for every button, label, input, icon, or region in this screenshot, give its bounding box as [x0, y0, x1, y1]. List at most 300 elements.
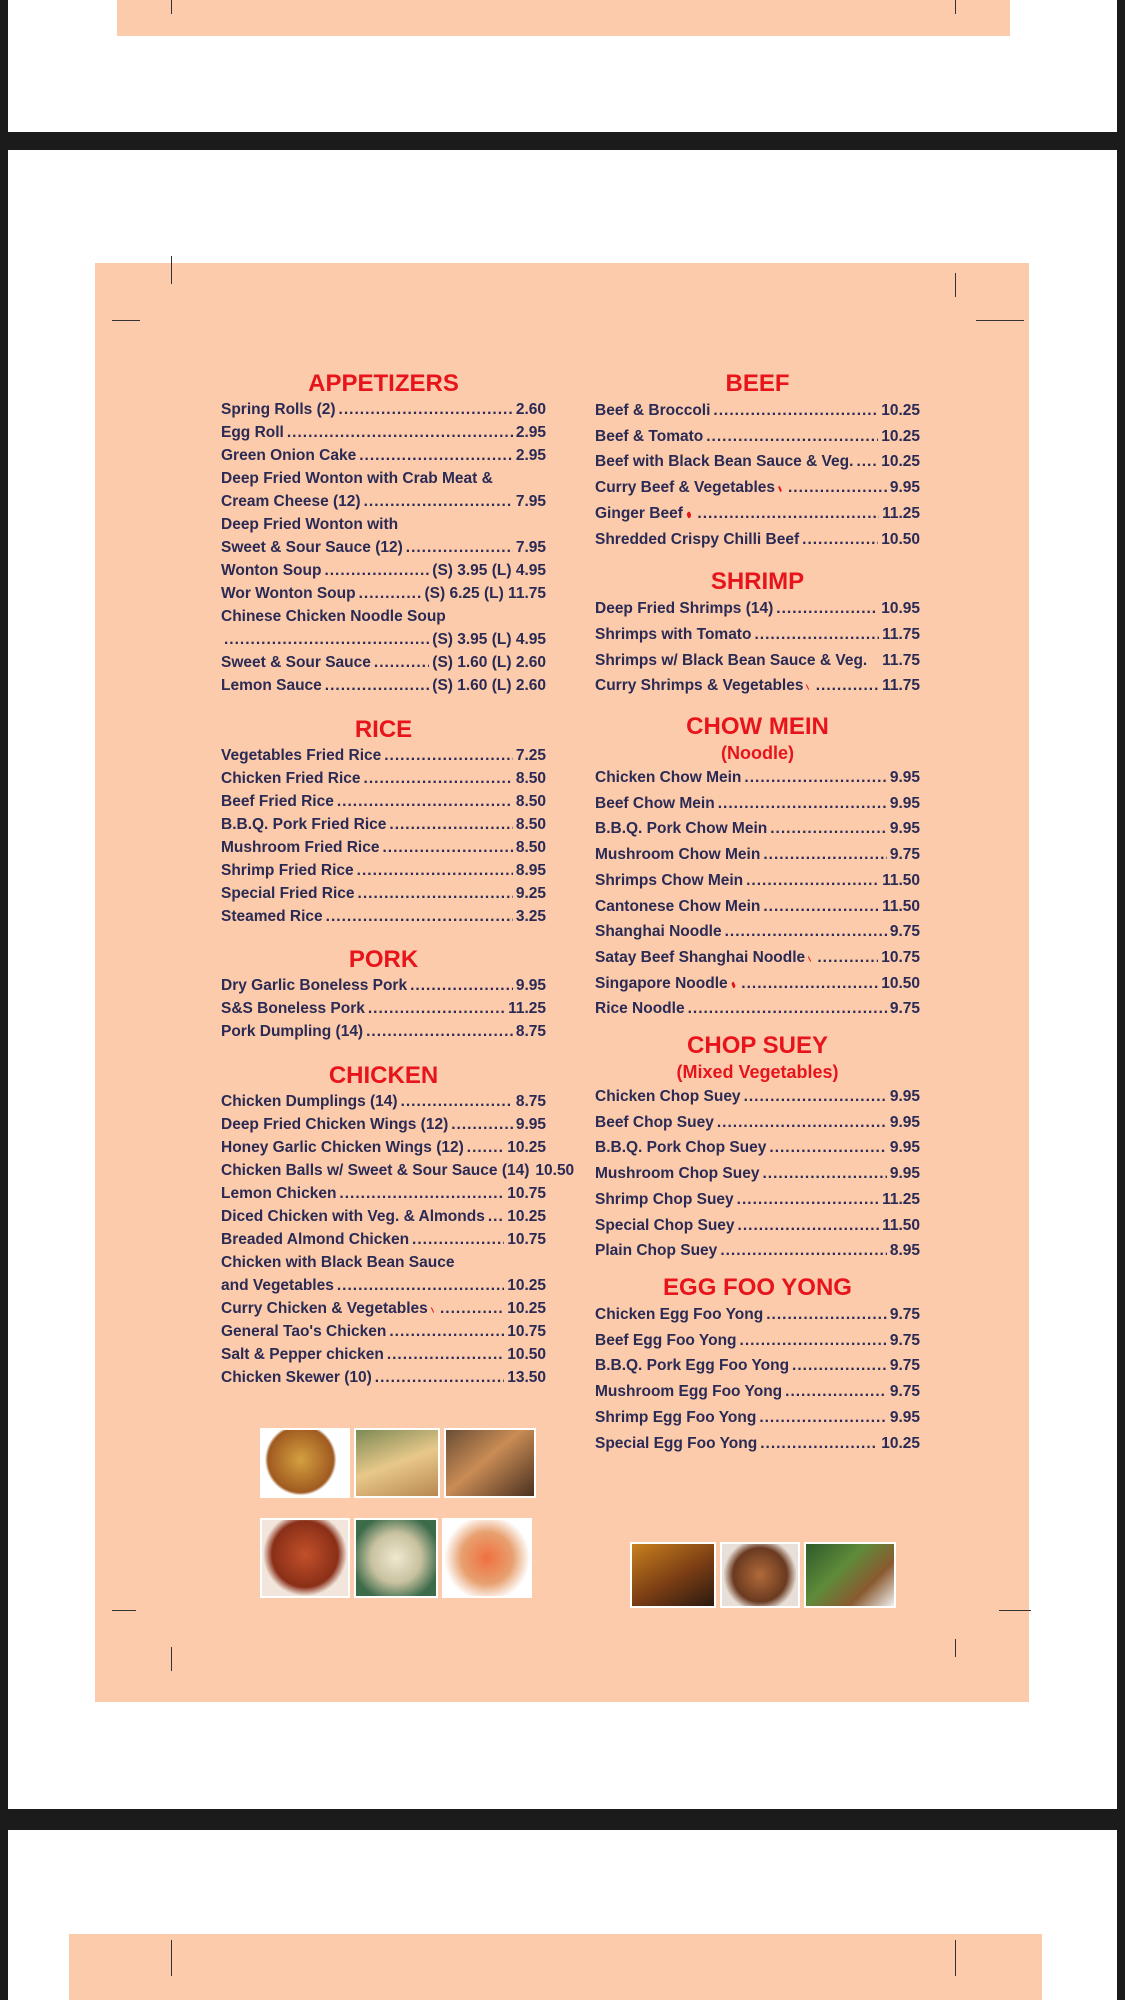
menu-item-name: Chicken Chop Suey — [595, 1088, 741, 1106]
dot-leader — [817, 945, 878, 971]
menu-item — [595, 996, 920, 1022]
menu-item-price: 10.50 — [881, 974, 920, 992]
menu-item-price: 8.95 — [889, 1242, 920, 1260]
menu-item-name: Special Chop Suey — [595, 1216, 735, 1234]
menu-item-price: 8.50 — [515, 770, 546, 787]
menu-item-price: 8.75 — [515, 1023, 546, 1040]
dot-leader — [717, 1110, 887, 1136]
dot-leader — [488, 1205, 504, 1228]
dot-leader — [389, 1320, 504, 1343]
menu-item-price: 9.95 — [889, 479, 920, 497]
dot-leader — [856, 449, 878, 475]
menu-item-price: 11.50 — [882, 897, 920, 915]
menu-item — [595, 449, 920, 475]
menu-item — [595, 1135, 920, 1161]
menu-item — [595, 673, 920, 699]
menu-item — [221, 490, 546, 513]
crop-mark — [955, 1940, 956, 1976]
dot-leader — [406, 536, 513, 559]
menu-item-name: Spring Rolls (2) — [221, 401, 336, 418]
pdf-page-previous — [8, 0, 1117, 132]
menu-item-name: Satay Beef Shanghai Noodle — [595, 948, 806, 966]
menu-item — [595, 945, 920, 971]
menu-item-price: 9.75 — [889, 1000, 920, 1018]
menu-item-name: Honey Garlic Chicken Wings (12) — [221, 1139, 464, 1156]
dot-leader — [738, 1213, 880, 1239]
dot-leader — [720, 1238, 887, 1264]
menu-item-name: Rice Noodle — [595, 1000, 685, 1018]
menu-item-name: Egg Roll — [221, 424, 284, 441]
dot-leader — [744, 1084, 887, 1110]
menu-item-name: Wor Wonton Soup — [221, 585, 356, 602]
dot-leader — [389, 813, 512, 836]
menu-item — [221, 882, 546, 905]
dot-leader — [368, 997, 505, 1020]
menu-item — [221, 398, 546, 421]
menu-item-price: 10.50 — [535, 1162, 575, 1179]
section-lines — [595, 596, 920, 699]
menu-item-price: 10.25 — [507, 1208, 546, 1225]
menu-item-name: Deep Fried Shrimps (14) — [595, 600, 774, 618]
dot-leader — [374, 651, 429, 674]
menu-item — [595, 1353, 920, 1379]
dot-leader — [706, 424, 878, 450]
menu-item-price: 9.75 — [889, 1331, 920, 1349]
dot-leader — [359, 582, 422, 605]
dot-leader — [802, 527, 878, 553]
dot-leader — [467, 1136, 504, 1159]
dot-leader — [324, 559, 429, 582]
menu-item-name: Special Egg Foo Yong — [595, 1434, 758, 1452]
menu-item-name: Dry Garlic Boneless Pork — [221, 977, 408, 994]
menu-item — [595, 622, 920, 648]
menu-item-price: 10.50 — [507, 1346, 546, 1363]
menu-item-price: 2.60 — [515, 401, 546, 418]
menu-item-name: Beef Chop Suey — [595, 1113, 714, 1131]
menu-item-price: 8.50 — [515, 839, 546, 856]
menu-item-price: 9.95 — [515, 977, 546, 994]
menu-item-price: 9.75 — [889, 923, 920, 941]
menu-item — [221, 536, 546, 559]
menu-item-name: Diced Chicken with Veg. & Almonds — [221, 1208, 485, 1225]
menu-item — [595, 894, 920, 920]
menu-item — [595, 919, 920, 945]
menu-item-name: Beef Chow Mein — [595, 794, 715, 812]
dot-leader — [401, 1090, 513, 1113]
menu-item-name: Salt & Pepper chicken — [221, 1346, 384, 1363]
crop-mark — [955, 1639, 956, 1657]
dot-leader — [713, 398, 878, 424]
dot-leader — [451, 1113, 513, 1136]
menu-item — [595, 1328, 920, 1354]
section-lines — [221, 398, 546, 697]
menu-item-name: Beef Egg Foo Yong — [595, 1331, 737, 1349]
menu-item — [595, 1213, 920, 1239]
menu-item — [595, 1187, 920, 1213]
section-lines — [221, 744, 546, 928]
menu-item — [595, 791, 920, 817]
menu-item-price: 10.25 — [881, 453, 920, 471]
crop-mark — [112, 320, 140, 321]
menu-item-name: Mushroom Egg Foo Yong — [595, 1383, 783, 1401]
menu-item — [221, 444, 546, 467]
menu-item-name: Curry Beef & Vegetables — [595, 479, 776, 497]
menu-item-price: 11.25 — [882, 504, 920, 522]
menu-item-name: Singapore Noodle — [595, 974, 728, 992]
menu-item-name: Curry Shrimps & Vegetables — [595, 677, 804, 695]
food-photo-shrimp — [442, 1518, 532, 1598]
menu-item-price: 10.75 — [507, 1231, 546, 1248]
section-beef — [595, 370, 920, 552]
dot-leader — [741, 971, 878, 997]
menu-item-name: Steamed Rice — [221, 908, 323, 925]
menu-item-name: Shrimps w/ Black Bean Sauce & Veg. — [595, 651, 868, 669]
menu-item — [595, 1379, 920, 1405]
dot-leader — [763, 842, 887, 868]
menu-item-price: 11.50 — [882, 1216, 920, 1234]
menu-item — [595, 765, 920, 791]
dot-leader — [744, 765, 886, 791]
menu-item — [595, 596, 920, 622]
crop-mark — [976, 320, 1024, 321]
pdf-page-next — [8, 1830, 1117, 2000]
menu-item-name: B.B.Q. Pork Fried Rice — [221, 816, 387, 833]
menu-item-price: 7.25 — [515, 747, 546, 764]
menu-item-price: 8.75 — [515, 1093, 546, 1110]
dot-leader — [816, 673, 879, 699]
menu-item-name: Lemon Chicken — [221, 1185, 337, 1202]
dot-leader — [337, 790, 513, 813]
menu-item-name: S&S Boneless Pork — [221, 1000, 365, 1017]
menu-item — [221, 421, 546, 444]
menu-item-price: 3.25 — [515, 908, 546, 925]
chili-pepper-icon — [806, 684, 810, 690]
section-title-appetizers: APPETIZERS — [308, 370, 459, 397]
menu-item — [221, 744, 546, 767]
menu-item — [221, 813, 546, 836]
menu-item — [595, 501, 920, 527]
food-photo-chicken-wings — [260, 1518, 350, 1598]
menu-item-text: Chinese Chicken Noodle Soup — [221, 608, 446, 625]
menu-item — [221, 836, 546, 859]
menu-item-name: Beef & Tomato — [595, 427, 704, 445]
menu-item-name: B.B.Q. Pork Chow Mein — [595, 820, 768, 838]
menu-item-name: Cream Cheese (12) — [221, 493, 361, 510]
menu-item-price: 9.75 — [889, 1357, 920, 1375]
menu-item — [221, 997, 546, 1020]
menu-item-name: B.B.Q. Pork Egg Foo Yong — [595, 1357, 790, 1375]
dot-leader — [325, 674, 430, 697]
crop-mark — [171, 1940, 172, 1976]
section-chow-mein — [595, 713, 920, 1022]
menu-item-price: 11.25 — [508, 1000, 546, 1017]
menu-item — [221, 582, 546, 605]
section-egg-foo-yong — [595, 1274, 920, 1456]
menu-item — [595, 424, 920, 450]
menu-item — [595, 868, 920, 894]
dot-leader — [760, 1431, 878, 1457]
dot-leader — [788, 475, 887, 501]
menu-item-price: 11.50 — [882, 871, 920, 889]
dot-leader — [326, 905, 513, 928]
menu-item-name: Plain Chop Suey — [595, 1242, 718, 1260]
dot-leader — [384, 744, 513, 767]
menu-item-name: Shrimp Egg Foo Yong — [595, 1408, 757, 1426]
crop-mark — [171, 256, 172, 284]
menu-item-price: (S) 3.95 (L) 4.95 — [432, 562, 546, 579]
menu-item — [221, 1366, 546, 1389]
dot-leader — [737, 1187, 879, 1213]
dot-leader — [387, 1343, 504, 1366]
menu-item-name: Shrimps Chow Mein — [595, 871, 744, 889]
menu-item — [595, 1110, 920, 1136]
dot-leader — [688, 996, 887, 1022]
menu-item-price: 10.95 — [881, 600, 920, 618]
dot-leader — [224, 628, 429, 651]
dot-leader — [718, 791, 887, 817]
menu-item-price: 10.75 — [507, 1185, 546, 1202]
dot-leader — [776, 596, 878, 622]
chili-pepper-icon — [431, 1307, 435, 1313]
crop-mark — [955, 0, 956, 14]
dot-leader — [754, 622, 879, 648]
section-title-chow-mein: CHOW MEIN — [686, 713, 829, 741]
peach-panel-next — [69, 1934, 1042, 2000]
menu-item-price: 9.75 — [889, 1305, 920, 1323]
menu-item-name: Breaded Almond Chicken — [221, 1231, 410, 1248]
crop-mark — [171, 1647, 172, 1671]
menu-item-name: and Vegetables — [221, 1277, 334, 1294]
menu-item-price: 11.75 — [882, 625, 920, 643]
menu-item — [595, 1302, 920, 1328]
menu-item-text: Deep Fried Wonton with Crab Meat & — [221, 470, 493, 487]
menu-item — [595, 398, 920, 424]
section-chop-suey — [595, 1032, 920, 1264]
menu-item-name: Vegetables Fried Rice — [221, 747, 382, 764]
menu-item — [595, 648, 920, 674]
section-lines — [595, 1302, 920, 1456]
menu-item-name: Chicken Skewer (10) — [221, 1369, 372, 1386]
menu-item-price: 10.25 — [507, 1277, 546, 1294]
pdf-page-menu — [8, 150, 1117, 1809]
food-photo-dumplings — [354, 1518, 438, 1598]
menu-item — [221, 974, 546, 997]
menu-item-name: Special Fried Rice — [221, 885, 355, 902]
menu-item-text: Chicken with Black Bean Sauce — [221, 1254, 455, 1271]
dot-leader — [759, 1405, 887, 1431]
menu-item-name: Lemon Sauce — [221, 677, 322, 694]
menu-item-price: 9.25 — [515, 885, 546, 902]
section-lines — [595, 765, 920, 1022]
menu-item — [595, 1405, 920, 1431]
menu-item — [221, 651, 546, 674]
menu-item — [221, 1113, 546, 1136]
section-lines — [595, 1084, 920, 1264]
chili-pepper-icon — [808, 956, 812, 962]
menu-item-price: 10.25 — [881, 1434, 920, 1452]
menu-item-price: 9.95 — [889, 794, 920, 812]
crop-mark — [999, 1610, 1031, 1611]
menu-item-name: Shrimp Fried Rice — [221, 862, 354, 879]
dot-leader — [725, 919, 887, 945]
menu-item — [221, 859, 546, 882]
dot-leader — [357, 859, 513, 882]
dot-leader — [358, 882, 513, 905]
section-pork — [221, 946, 546, 1043]
menu-item — [221, 1182, 546, 1205]
menu-item — [221, 1136, 546, 1159]
section-title-egg-foo-yong: EGG FOO YONG — [663, 1273, 852, 1301]
section-lines — [595, 398, 920, 552]
dot-leader — [364, 767, 513, 790]
menu-item-price: (S) 1.60 (L) 2.60 — [432, 677, 546, 694]
menu-item-price: 11.75 — [882, 651, 920, 669]
dot-leader — [410, 974, 513, 997]
menu-item-price: 9.95 — [889, 769, 920, 787]
menu-item-price: 10.25 — [881, 402, 920, 419]
menu-item — [221, 767, 546, 790]
menu-item — [595, 842, 920, 868]
chili-pepper-icon — [730, 981, 735, 988]
menu-item — [221, 628, 546, 651]
menu-item-name: Mushroom Chop Suey — [595, 1165, 760, 1183]
menu-item-price: 10.75 — [881, 948, 920, 966]
food-photo-spring-rolls — [354, 1428, 440, 1498]
dot-leader — [339, 1182, 504, 1205]
dot-leader — [337, 1274, 504, 1297]
menu-item-name: Chicken Chow Mein — [595, 769, 742, 787]
menu-item — [595, 527, 920, 553]
menu-item — [221, 1159, 575, 1182]
section-chicken — [221, 1062, 575, 1389]
menu-item-name: Chicken Balls w/ Sweet & Sour Sauce (14) — [221, 1162, 530, 1179]
chili-pepper-icon — [778, 486, 782, 492]
dot-leader — [770, 816, 887, 842]
section-subtitle-chop-suey: (Mixed Vegetables) — [676, 1062, 839, 1083]
menu-item-price: 8.95 — [515, 862, 546, 879]
peach-panel-previous — [117, 0, 1010, 36]
menu-item — [595, 1161, 920, 1187]
section-subtitle-chow-mein: (Noodle) — [721, 743, 794, 764]
menu-item-price: (S) 6.25 (L) 11.75 — [424, 585, 546, 602]
menu-item — [221, 559, 546, 582]
menu-item-price: 8.50 — [515, 793, 546, 810]
menu-item — [595, 971, 920, 997]
menu-item-price: 7.95 — [515, 539, 546, 556]
menu-item-price: 9.75 — [889, 846, 920, 864]
menu-item-name: Shredded Crispy Chilli Beef — [595, 530, 800, 548]
menu-item-name: Sweet & Sour Sauce — [221, 654, 371, 671]
dot-leader — [746, 868, 879, 894]
menu-item-price: 9.95 — [889, 1165, 920, 1183]
dot-leader — [412, 1228, 504, 1251]
menu-item-name: Beef & Broccoli — [595, 402, 711, 419]
menu-item-price: 9.95 — [515, 1116, 546, 1133]
dot-leader — [359, 444, 513, 467]
menu-item-price: 9.95 — [889, 1088, 920, 1106]
menu-item-name: Sweet & Sour Sauce (12) — [221, 539, 403, 556]
dot-leader — [769, 1135, 886, 1161]
menu-item — [595, 1084, 920, 1110]
menu-item-name: General Tao's Chicken — [221, 1323, 387, 1340]
menu-item-text: Deep Fried Wonton with — [221, 516, 399, 533]
section-appetizers — [221, 370, 546, 697]
menu-item-name: Chicken Fried Rice — [221, 770, 361, 787]
menu-item — [595, 1238, 920, 1264]
menu-item-name: Beef Fried Rice — [221, 793, 334, 810]
menu-item-price: 13.50 — [507, 1369, 546, 1386]
menu-item-price: 9.75 — [889, 1383, 920, 1401]
menu-item-price: 9.95 — [889, 1113, 920, 1131]
food-photo-skewers — [444, 1428, 536, 1498]
menu-item-price: 8.50 — [515, 816, 546, 833]
section-title-chop-suey: CHOP SUEY — [687, 1032, 828, 1060]
menu-right-column — [595, 370, 920, 1456]
dot-leader — [697, 501, 879, 527]
menu-item-price: 9.95 — [889, 1139, 920, 1157]
menu-item-price: 10.50 — [881, 530, 920, 548]
food-photo-noodles — [630, 1542, 716, 1608]
menu-item-price: (S) 3.95 (L) 4.95 — [432, 631, 546, 648]
menu-item-name: Deep Fried Chicken Wings (12) — [221, 1116, 449, 1133]
crop-mark — [171, 0, 172, 14]
menu-item — [221, 1343, 546, 1366]
dot-leader — [364, 490, 513, 513]
crop-mark — [955, 273, 956, 297]
menu-item-name: Shrimps with Tomato — [595, 625, 752, 643]
crop-mark — [112, 1610, 136, 1611]
menu-item — [221, 1274, 546, 1297]
dot-leader — [366, 1020, 513, 1043]
section-title-shrimp: SHRIMP — [710, 568, 805, 596]
menu-item — [221, 790, 546, 813]
dot-leader — [762, 1161, 886, 1187]
food-photo-egg-foo-yong — [720, 1542, 800, 1608]
menu-item-name: B.B.Q. Pork Chop Suey — [595, 1139, 767, 1157]
menu-item — [221, 1228, 546, 1251]
menu-item-price: 2.95 — [515, 447, 546, 464]
menu-item-name: Shrimp Chop Suey — [595, 1190, 734, 1208]
section-rice — [221, 716, 546, 928]
dot-leader — [766, 1302, 887, 1328]
section-title-beef: BEEF — [725, 370, 790, 397]
menu-item-name: Chicken Egg Foo Yong — [595, 1305, 764, 1323]
chili-pepper-icon — [686, 511, 692, 518]
dot-leader — [287, 421, 513, 444]
dot-leader — [382, 836, 512, 859]
menu-item — [221, 674, 546, 697]
menu-item — [595, 1431, 920, 1457]
menu-item-name: Shanghai Noodle — [595, 923, 722, 941]
menu-item-name: Ginger Beef — [595, 504, 683, 522]
menu-item-price: 10.25 — [507, 1139, 546, 1156]
food-photo-beef-broccoli — [804, 1542, 896, 1608]
dot-leader — [440, 1297, 504, 1320]
menu-item-name: Cantonese Chow Mein — [595, 897, 761, 915]
menu-item-price: 11.75 — [882, 677, 920, 695]
dot-leader — [339, 398, 513, 421]
section-title-chicken: CHICKEN — [328, 1062, 439, 1089]
menu-item — [221, 1205, 546, 1228]
menu-item — [221, 1020, 546, 1043]
menu-item-name: Green Onion Cake — [221, 447, 357, 464]
menu-item — [221, 1090, 546, 1113]
section-lines — [221, 1090, 575, 1389]
menu-item-name: Curry Chicken & Vegetables — [221, 1300, 428, 1317]
food-photo-fried-rice — [260, 1428, 350, 1498]
menu-item-price: 9.95 — [889, 820, 920, 838]
menu-item-name: Pork Dumpling (14) — [221, 1023, 364, 1040]
